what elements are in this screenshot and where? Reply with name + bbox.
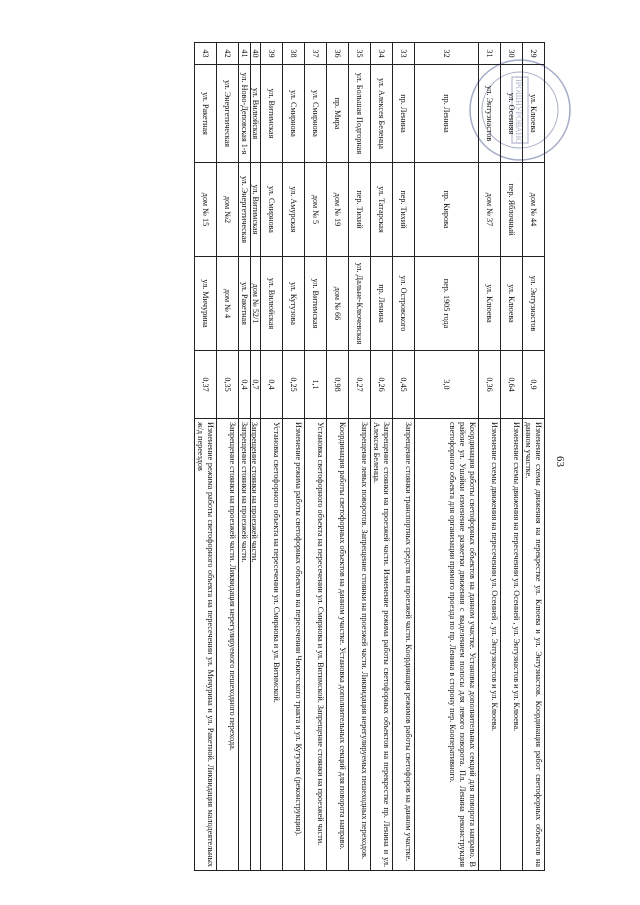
- street-name: ул. Энтузиастов: [479, 65, 500, 163]
- table-row: [522, 43, 544, 871]
- segment-from: ул. Энергетическая: [239, 163, 250, 257]
- segment-length: 0,37: [195, 351, 216, 419]
- street-name: ул. Ракетная: [195, 65, 216, 163]
- row-number: 35: [349, 43, 370, 65]
- table-row: [194, 43, 216, 871]
- planned-measures: Запрещение стоянки на проезжей части. Ликвидация нерегулируемого пешеходного перехода.: [217, 419, 238, 871]
- segment-from: ул. Татарская: [371, 163, 392, 257]
- segment-length: 0,45: [393, 351, 414, 419]
- table-row: [500, 43, 522, 871]
- segment-length: 0,35: [217, 351, 238, 419]
- row-number: 31: [479, 43, 500, 65]
- segment-from: ул. Смирнова: [261, 163, 282, 257]
- street-name: ул. Алексея Беленца: [371, 65, 392, 163]
- segment-length: 0,4: [239, 351, 250, 419]
- row-number: 32: [415, 43, 478, 65]
- segment-to: ул. Витимская: [305, 257, 326, 351]
- street-name: ул. Вилюйская: [251, 65, 260, 163]
- table-row: [250, 43, 260, 871]
- table-row: [478, 43, 500, 871]
- segment-length: 0,36: [479, 351, 500, 419]
- row-number: 29: [523, 43, 544, 65]
- row-number: 38: [283, 43, 304, 65]
- segment-length: 0,98: [327, 351, 348, 419]
- page-number: 63: [554, 456, 566, 467]
- row-number: 39: [261, 43, 282, 65]
- planned-measures: Установка светофорного объекта на пересечении ул. Смирнова и ул. Витимской. Запрещение стоянки на проезжей части.: [305, 419, 326, 871]
- row-number: 43: [195, 43, 216, 65]
- row-number: 42: [217, 43, 238, 65]
- segment-from: пер. Тихий: [349, 163, 370, 257]
- street-name: ул. Смирнова: [283, 65, 304, 163]
- segment-length: 0,27: [349, 351, 370, 419]
- table-row: [414, 43, 478, 871]
- segment-from: пер. Яблочный: [501, 163, 522, 257]
- segment-to: ул. Дальне-Ключевская: [349, 257, 370, 351]
- table-row: [370, 43, 392, 871]
- street-name: ул. Витимская: [261, 65, 282, 163]
- table-row: [216, 43, 238, 871]
- segment-to: пер. 1905 года: [415, 257, 478, 351]
- table-row: [304, 43, 326, 871]
- segment-to: дом № 66: [327, 257, 348, 351]
- planned-measures: Запрещение стоянки на проезжей части.: [251, 419, 260, 871]
- planned-measures: Запрещение левых поворотов. Запрещение стоянки на проезжей части. Ликвидация нерегулируемых пешеходных переходов.: [349, 419, 370, 871]
- row-number: 40: [251, 43, 260, 65]
- segment-to: ул. Вилюйская: [261, 257, 282, 351]
- segment-from: дом № 37: [479, 163, 500, 257]
- segment-length: 0,9: [523, 351, 544, 419]
- segment-from: дом № 5: [305, 163, 326, 257]
- segment-to: ул. Клюева: [501, 257, 522, 351]
- row-number: 34: [371, 43, 392, 65]
- planned-measures: Установка светофорного объекта на пересечении ул. Смирнова и ул. Витимской.: [261, 419, 282, 871]
- planned-measures: Изменение схемы движения на пересечении ул. Осенней , ул. Энтузиастов и ул. Клюева.: [479, 419, 500, 871]
- row-number: 30: [501, 43, 522, 65]
- row-number: 41: [239, 43, 250, 65]
- street-name: ул. Большая Подгорная: [349, 65, 370, 163]
- table-row: [260, 43, 282, 871]
- segment-length: 0,4: [261, 351, 282, 419]
- segment-to: ул. Клюева: [479, 257, 500, 351]
- segment-from: дом № 44: [523, 163, 544, 257]
- segment-length: 3,0: [415, 351, 478, 419]
- segment-from: пр. Кирова: [415, 163, 478, 257]
- table-row: [392, 43, 414, 871]
- segment-to: ул. Ракетная: [239, 257, 250, 351]
- planned-measures: Запрещение стоянки транспортных средств на проезжей части. Координация режимов работы светофоров на данном участке.: [393, 419, 414, 871]
- segment-to: ул. Мичурина: [195, 257, 216, 351]
- segment-to: ул. Энтузиастов: [523, 257, 544, 351]
- planned-measures: Изменение режима работы светофорного объекта на пересечении ул. Мичурина и ул. Ракетной. Ликвидация малодеятельных ж/д переездов: [195, 419, 216, 871]
- work-plan-table: [194, 42, 545, 871]
- segment-from: ул. Витимская: [251, 163, 260, 257]
- segment-from: пер. Тихий: [393, 163, 414, 257]
- street-name: пр. Мира: [327, 65, 348, 163]
- street-name: пр. Ленина: [393, 65, 414, 163]
- street-name: ул. Клюева: [523, 65, 544, 163]
- table-row: [348, 43, 370, 871]
- segment-length: 1,1: [305, 351, 326, 419]
- planned-measures: Изменение схемы движения на пересечении ул. Осенней , ул. Энтузиастов и ул. Клюева.: [501, 419, 522, 871]
- segment-to: пр. Ленина: [371, 257, 392, 351]
- street-name: ул. Осенняя: [501, 65, 522, 163]
- planned-measures: Запрещение стоянки на проезжей части. Изменение режима работы светофорных объектов на перекрестке пр. Ленина и ул. Алексея Беленца.: [371, 419, 392, 871]
- table-row: [282, 43, 304, 871]
- segment-from: дом №2: [217, 163, 238, 257]
- planned-measures: Координация работы светофорных объектов на данном участке. Установка дополнительных секций для поворота направо.: [327, 419, 348, 871]
- segment-from: дом № 15: [195, 163, 216, 257]
- segment-to: дом № 52/1: [251, 257, 260, 351]
- planned-measures: Изменение режима работы светофорных объектов на пересечении Чекистского тракта и ул. Кутузова (реконструкция).: [283, 419, 304, 871]
- row-number: 33: [393, 43, 414, 65]
- segment-length: 0,25: [283, 351, 304, 419]
- segment-to: ул. Островского: [393, 257, 414, 351]
- row-number: 36: [327, 43, 348, 65]
- segment-length: 0,64: [501, 351, 522, 419]
- svg-text:ПРОШНУРОВАНО: ПРОШНУРОВАНО: [514, 75, 523, 145]
- segment-to: ул. Кутузова: [283, 257, 304, 351]
- street-name: пр. Ленина: [415, 65, 478, 163]
- segment-length: 0,26: [371, 351, 392, 419]
- segment-length: 0,7: [251, 351, 260, 419]
- planned-measures: Координация работы светофорных объектов на данном участке. Установка дополнительных секций для поворота направо. В районе ул. Ушайки изменение разметки движения с выделением полосы для левого поворота. Пл. Ленина реконструкция светофорного объекта для организации прямого проезда по пр. Ленина в сторону пер. Кооперативного.: [415, 419, 478, 871]
- street-name: ул. Ново-Деповская 1-я: [239, 65, 250, 163]
- planned-measures: Запрещение стоянки на проезжей части.: [239, 419, 250, 871]
- segment-from: ул. Амурская: [283, 163, 304, 257]
- street-name: ул. Энергетическая: [217, 65, 238, 163]
- planned-measures: Изменение схемы движения на перекрестке ул. Клюева и ул. Энтузиастов. Координация работ светофорных объектов на данном участке.: [523, 419, 544, 871]
- street-name: ул. Смирнова: [305, 65, 326, 163]
- row-number: 37: [305, 43, 326, 65]
- table-row: [326, 43, 348, 871]
- segment-to: дом № 4: [217, 257, 238, 351]
- table-row: [238, 43, 250, 871]
- segment-from: дом № 19: [327, 163, 348, 257]
